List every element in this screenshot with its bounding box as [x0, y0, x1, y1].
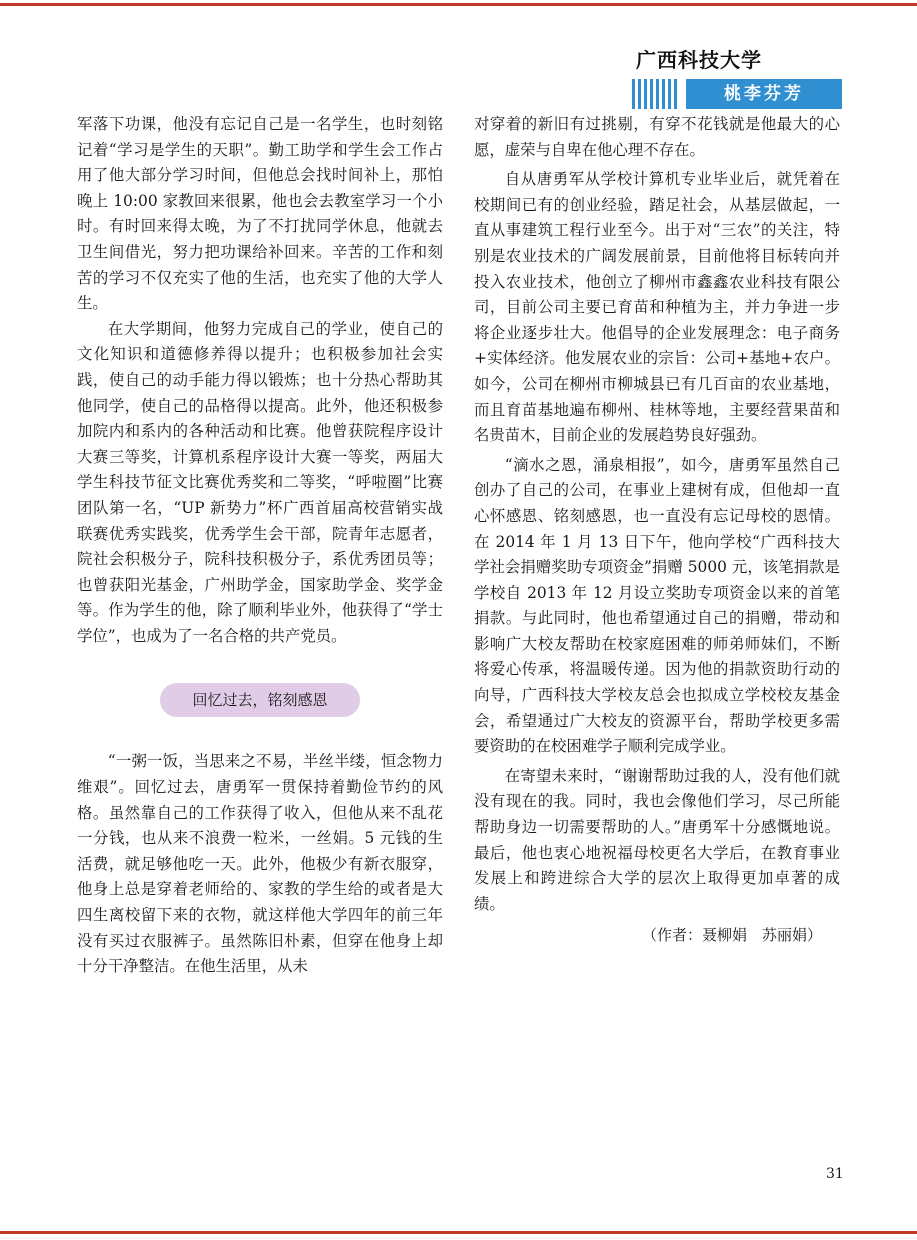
right-paragraph-4: 在寄望未来时，“谢谢帮助过我的人，没有他们就没有现在的我。同时，我也会像他们学习，尽己所能帮助身边一切需要帮助的人。”唐勇军十分感慨地说。最后，他也衷心地祝福母校更名大学后，在教育事业发展上和跨进综合大学的层次上取得更加卓著的成绩。: [474, 766, 840, 913]
section-heading: 回忆过去，铭刻感恩: [160, 683, 360, 717]
left-paragraph-2: 在大学期间，他努力完成自己的学业，使自己的文化知识和道德修养得以提升；也积极参加社会实践，使自己的动手能力得以锻炼；也十分热心帮助其他同学，使自己的品格得以提高。此外，他还积极参加院内和系内的各种活动和比赛。他曾获院程序设计大赛三等奖，计算机系程序设计大赛一等奖，两届大学生科技节征文比赛优秀奖和二等奖，“呼啦圈”比赛团队第一名，“UP 新势力”杯广西首届高校营销实战联赛优秀实践奖，优秀学生会干部，院青年志愿者，院社会积极分子，院科技积极分子，系优秀团员等；也曾获阳光基金，广州助学金，国家助学金、奖学金等。作为学生的他，除了顺利毕业外，他获得了“学士学位”，也成为了一名合格的共产党员。: [77, 319, 443, 645]
left-column: [77, 112, 443, 980]
column-title: 桃李芬芳: [686, 79, 842, 109]
author-credit: （作者：聂柳娟 苏丽娟）: [641, 926, 822, 945]
university-name: 广西科技大学: [636, 48, 762, 72]
top-rule: [0, 3, 917, 6]
right-paragraph-1: 对穿着的新旧有过挑剔，有穿不花钱就是他最大的心愿，虚荣与自卑在他心理不存在。: [474, 115, 840, 159]
bottom-rule: [0, 1231, 917, 1234]
masthead: [632, 44, 842, 109]
right-column: [474, 112, 840, 949]
left-paragraph-3: “一粥一饭，当思来之不易，半丝半缕，恒念物力维艰”。回忆过去，唐勇军一贯保持着勤俭节约的风格。虽然靠自己的工作获得了收入，但他从来不乱花一分钱，也从来不浪费一粒米，一丝娟。5 元钱的生活费，就足够他吃一天。此外，他极少有新衣服穿，他身上总是穿着老师给的、家教的学生给的或者是大四生离校留下来的衣物，就这样他大学四年的前三年没有买过衣服裤子。虽然陈旧朴素，但穿在他身上却十分干净整洁。在他生活里，从未: [77, 752, 443, 976]
stripe-decoration: [632, 79, 680, 109]
right-paragraph-3: “滴水之恩，涌泉相报”，如今，唐勇军虽然自己创办了自己的公司，在事业上建树有成，但他却一直心怀感恩、铭刻感恩，也一直没有忘记母校的恩情。在 2014 年 1 月 13 日下午，他向学校“广西科技大学社会捐赠奖助专项资金”捐赠 5000 元，该笔捐款是学校自 2013 年 12 月设立奖助专项资金以来的首笔捐款。与此同时，他也希望通过自己的捐赠，带动和影响广大校友帮助在校家庭困难的师弟师妹们，不断将爱心传承，将温暖传递。因为他的捐款资助行动的向导，广西科技大学校友总会也拟成立学校校友基金会，希望通过广大校友的资源平台，帮助学校更多需要资助的在校困难学子顺利完成学业。: [474, 455, 840, 756]
page-number: 31: [826, 1166, 844, 1182]
right-paragraph-2: 自从唐勇军从学校计算机专业毕业后，就凭着在校期间已有的创业经验，踏足社会，从基层做起，一直从事建筑工程行业至今。出于对“三农”的关注，特别是农业技术的广阔发展前景，目前他将目标转向并投入农业技术，他创立了柳州市鑫鑫农业科技有限公司，目前公司主要已育苗和种植为主，并力争进一步将企业逐步壮大。他倡导的企业发展理念：电子商务+实体经济。他发展农业的宗旨：公司+基地+农户。如今，公司在柳州市柳城县已有几百亩的农业基地，而且育苗基地遍布柳州、桂林等地，主要经营果苗和名贵苗木，目前企业的发展趋势良好强劲。: [474, 170, 840, 445]
left-paragraph-1: 军落下功课，他没有忘记自己是一名学生，也时刻铭记着“学习是学生的天职”。勤工助学和学生会工作占用了他大部分学习时间，但他总会找时间补上，那怕晚上 10:00 家教回来很累，他也会去教室学习一个小时。有时回来得太晚，为了不打扰同学休息，他就去卫生间借光，努力把功课给补回来。辛苦的工作和刻苦的学习不仅充实了他的生活，也充实了他的大学人生。: [77, 115, 443, 313]
column-bar: [632, 79, 842, 109]
